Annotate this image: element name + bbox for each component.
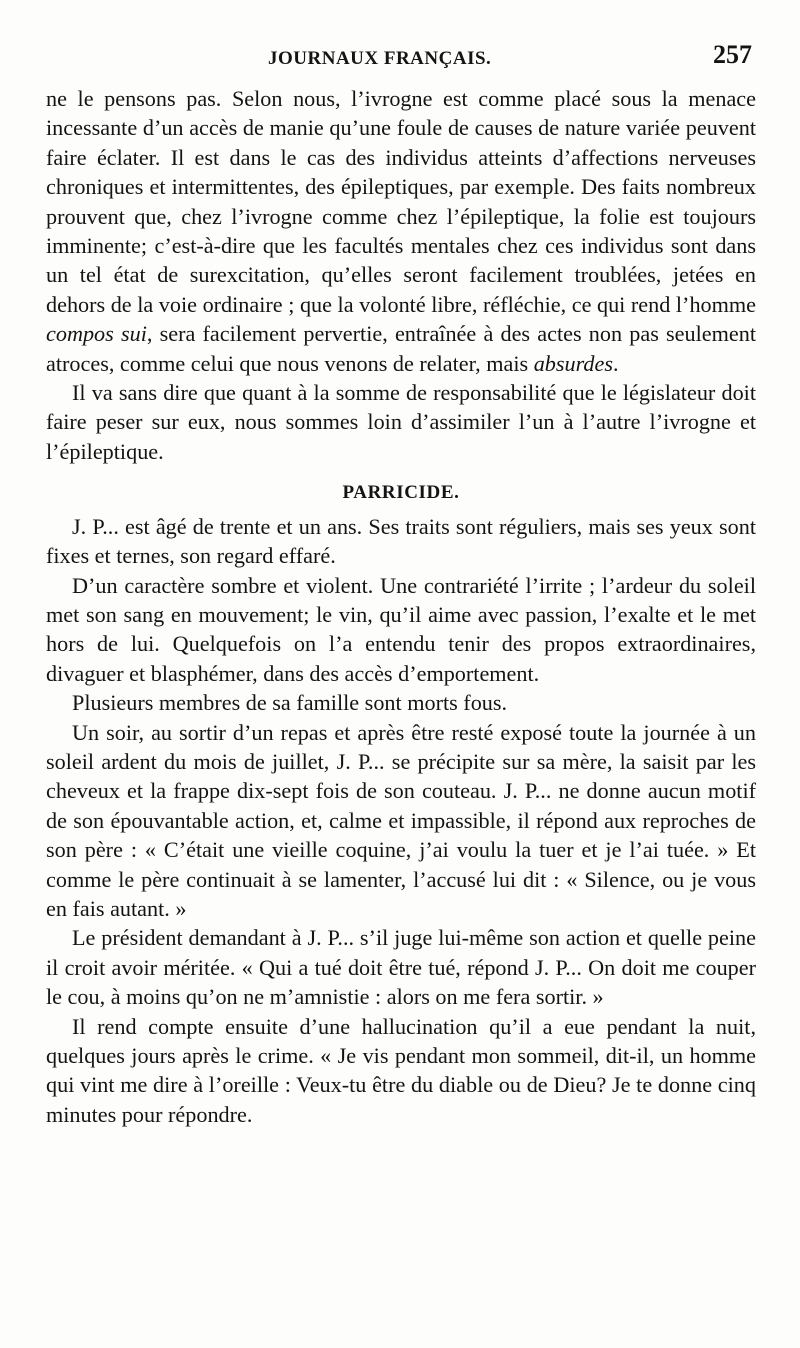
italic-phrase: compos sui bbox=[46, 321, 147, 347]
paragraph-continued bbox=[46, 84, 756, 378]
section-title: PARRICIDE. bbox=[342, 482, 460, 504]
paragraph-text: . bbox=[613, 350, 619, 376]
running-head: JOURNAUX FRANÇAIS. bbox=[268, 48, 492, 69]
paragraph-text: , sera facilement pervertie, entraînée à des actes non pas seulement atroces, comme celui que nous venons de relater, mais bbox=[46, 321, 756, 376]
page-number: 257 bbox=[713, 40, 752, 69]
page-header bbox=[40, 38, 760, 78]
paragraph-text: ne le pensons pas. Selon nous, l’ivrogne est comme placé sous la menace incessante d’un accès de manie qu’une foule de causes de nature variée peuvent faire éclater. Il est dans le cas des individus atteints d’affections nerveuses chroniques et intermittentes, des épileptiques, par exemple. Des faits nombreux prouvent que, chez l’ivrogne comme chez l’épileptique, la folie est toujours imminente; c’est-à-dire que les facultés mentales chez ces individus sont dans un tel état de surexcitation, qu’elles seront facilement troublées, jetées en dehors de la voie ordinaire ; que la volonté libre, réfléchie, ce qui rend l’homme bbox=[46, 86, 756, 317]
paragraph: D’un caractère sombre et violent. Une contrariété l’irrite ; l’ardeur du soleil met son sang en mouvement; le vin, qu’il aime avec passion, l’exalte et le met hors de lui. Quelquefois on l’a entendu tenir des propos extraordinaires, divaguer et blasphémer, dans des accès d’emportement. bbox=[46, 572, 756, 686]
paragraph: Il rend compte ensuite d’une hallucination qu’il a eue pendant la nuit, quelques jours après le crime. « Je vis pendant mon sommeil, dit-il, un homme qui vint me dire à l’oreille : Veux-tu être du diable ou de Dieu? Je te donne cinq minutes pour répondre. bbox=[46, 1013, 756, 1127]
paragraph: Plusieurs membres de sa famille sont morts fous. bbox=[72, 690, 508, 716]
paragraph: J. P... est âgé de trente et un ans. Ses traits sont réguliers, mais ses yeux sont fixes et ternes, son regard effaré. bbox=[46, 513, 756, 569]
italic-phrase: absurdes bbox=[533, 350, 613, 376]
paragraph: Il va sans dire que quant à la somme de responsabilité que le législateur doit faire peser sur eux, nous sommes loin d’assimiler l’un à l’autre l’ivrogne et l’épileptique. bbox=[46, 380, 756, 464]
body-text bbox=[46, 84, 756, 1129]
paragraph: Un soir, au sortir d’un repas et après être resté exposé toute la journée à un soleil ardent du mois de juillet, J. P... se précipite sur sa mère, la saisit par les cheveux et la frappe dix-sept fois de son couteau. J. P... ne donne aucun motif de son épouvantable action, et, calme et impassible, il répond aux reproches de son père : « C’était une vieille coquine, j’ai voulu la tuer et je l’ai tuée. » Et comme le père continuait à se lamenter, l’accusé lui dit : « Silence, ou je vous en fais autant. » bbox=[46, 719, 756, 921]
paragraph: Le président demandant à J. P... s’il juge lui-même son action et quelle peine il croit avoir méritée. « Qui a tué doit être tué, répond J. P... On doit me couper le cou, à moins qu’on ne m’amnistie : alors on me fera sortir. » bbox=[46, 925, 756, 1010]
